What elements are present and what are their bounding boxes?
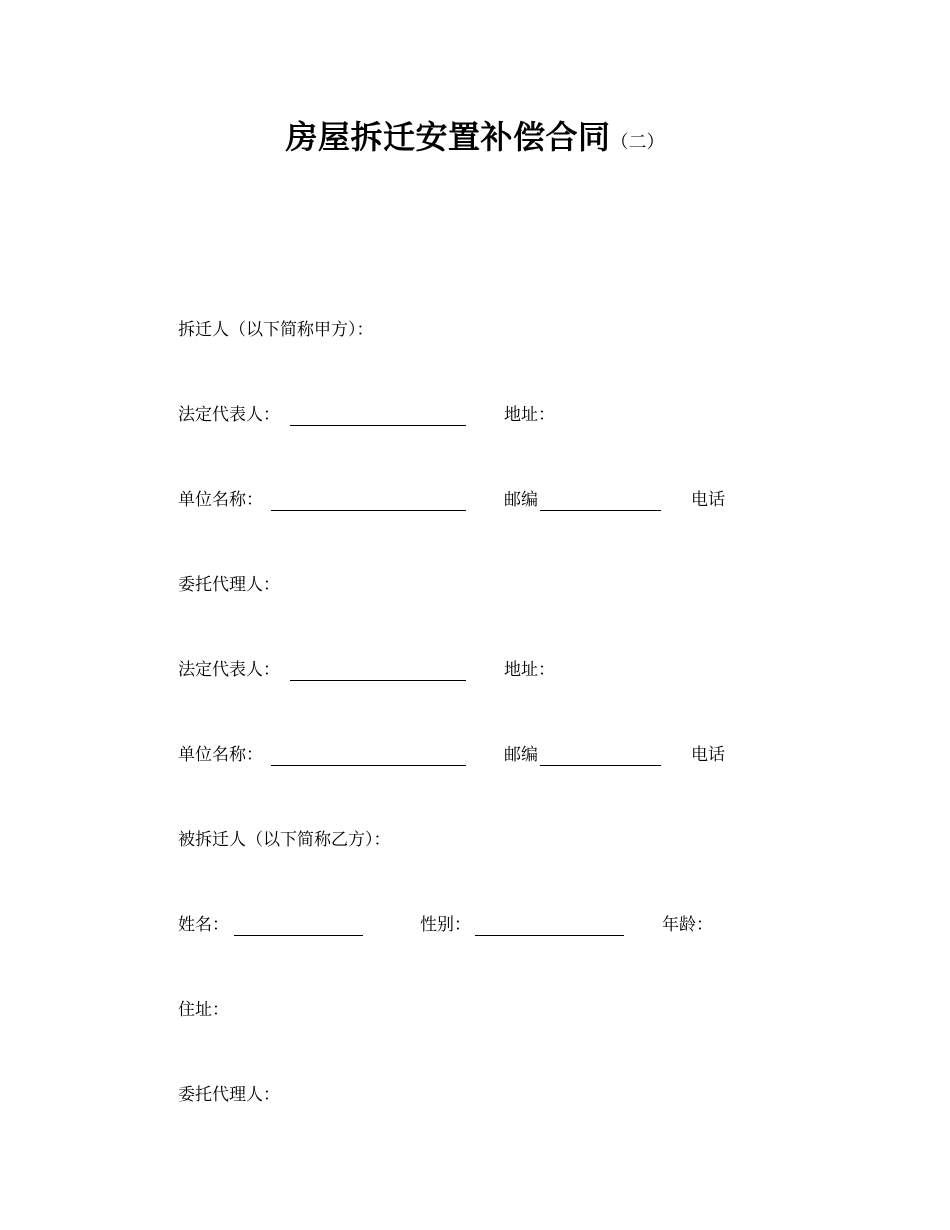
phone-label: 电话: [691, 490, 725, 510]
legal-rep-blank[interactable]: [290, 658, 466, 681]
name-blank[interactable]: [234, 913, 363, 936]
legal-rep-label: 法定代表人：: [178, 660, 280, 680]
age-label: 年龄：: [662, 915, 713, 935]
unit-name-label: 单位名称：: [178, 490, 263, 510]
postcode-label: 邮编: [504, 490, 538, 510]
agent-a-heading: 委托代理人：: [178, 575, 280, 595]
party-b-identity-row: [178, 913, 798, 937]
party-a-heading: 拆迁人（以下简称甲方）：: [178, 320, 374, 340]
document-title: [0, 112, 950, 158]
agent-b-heading: 委托代理人：: [178, 1085, 280, 1105]
unit-name-blank[interactable]: [271, 743, 466, 766]
postcode-label: 邮编: [504, 745, 538, 765]
gender-blank[interactable]: [475, 913, 624, 936]
party-b-residence-row: [178, 998, 798, 1022]
name-label: 姓名：: [178, 915, 229, 935]
unit-name-blank[interactable]: [271, 488, 466, 511]
gender-label: 性别：: [420, 915, 471, 935]
agent-a-unit-row: [178, 743, 798, 767]
legal-rep-label: 法定代表人：: [178, 405, 280, 425]
agent-a-legal-rep-row: [178, 658, 798, 682]
address-label: 地址：: [504, 405, 555, 425]
address-label: 地址：: [504, 660, 555, 680]
party-a-unit-row: [178, 488, 798, 512]
party-a-heading-row: [178, 318, 798, 342]
legal-rep-blank[interactable]: [290, 403, 466, 426]
postcode-blank[interactable]: [540, 488, 661, 511]
postcode-blank[interactable]: [540, 743, 661, 766]
title-suffix: （二）: [610, 132, 665, 153]
party-b-heading: 被拆迁人（以下简称乙方）：: [178, 830, 391, 850]
residence-label: 住址：: [178, 1000, 229, 1020]
agent-a-heading-row: [178, 573, 798, 597]
party-b-heading-row: [178, 828, 798, 852]
agent-b-heading-row: [178, 1083, 798, 1107]
party-a-legal-rep-row: [178, 403, 798, 427]
title-main: 房屋拆迁安置补偿合同: [285, 118, 611, 156]
unit-name-label: 单位名称：: [178, 745, 263, 765]
phone-label: 电话: [691, 745, 725, 765]
